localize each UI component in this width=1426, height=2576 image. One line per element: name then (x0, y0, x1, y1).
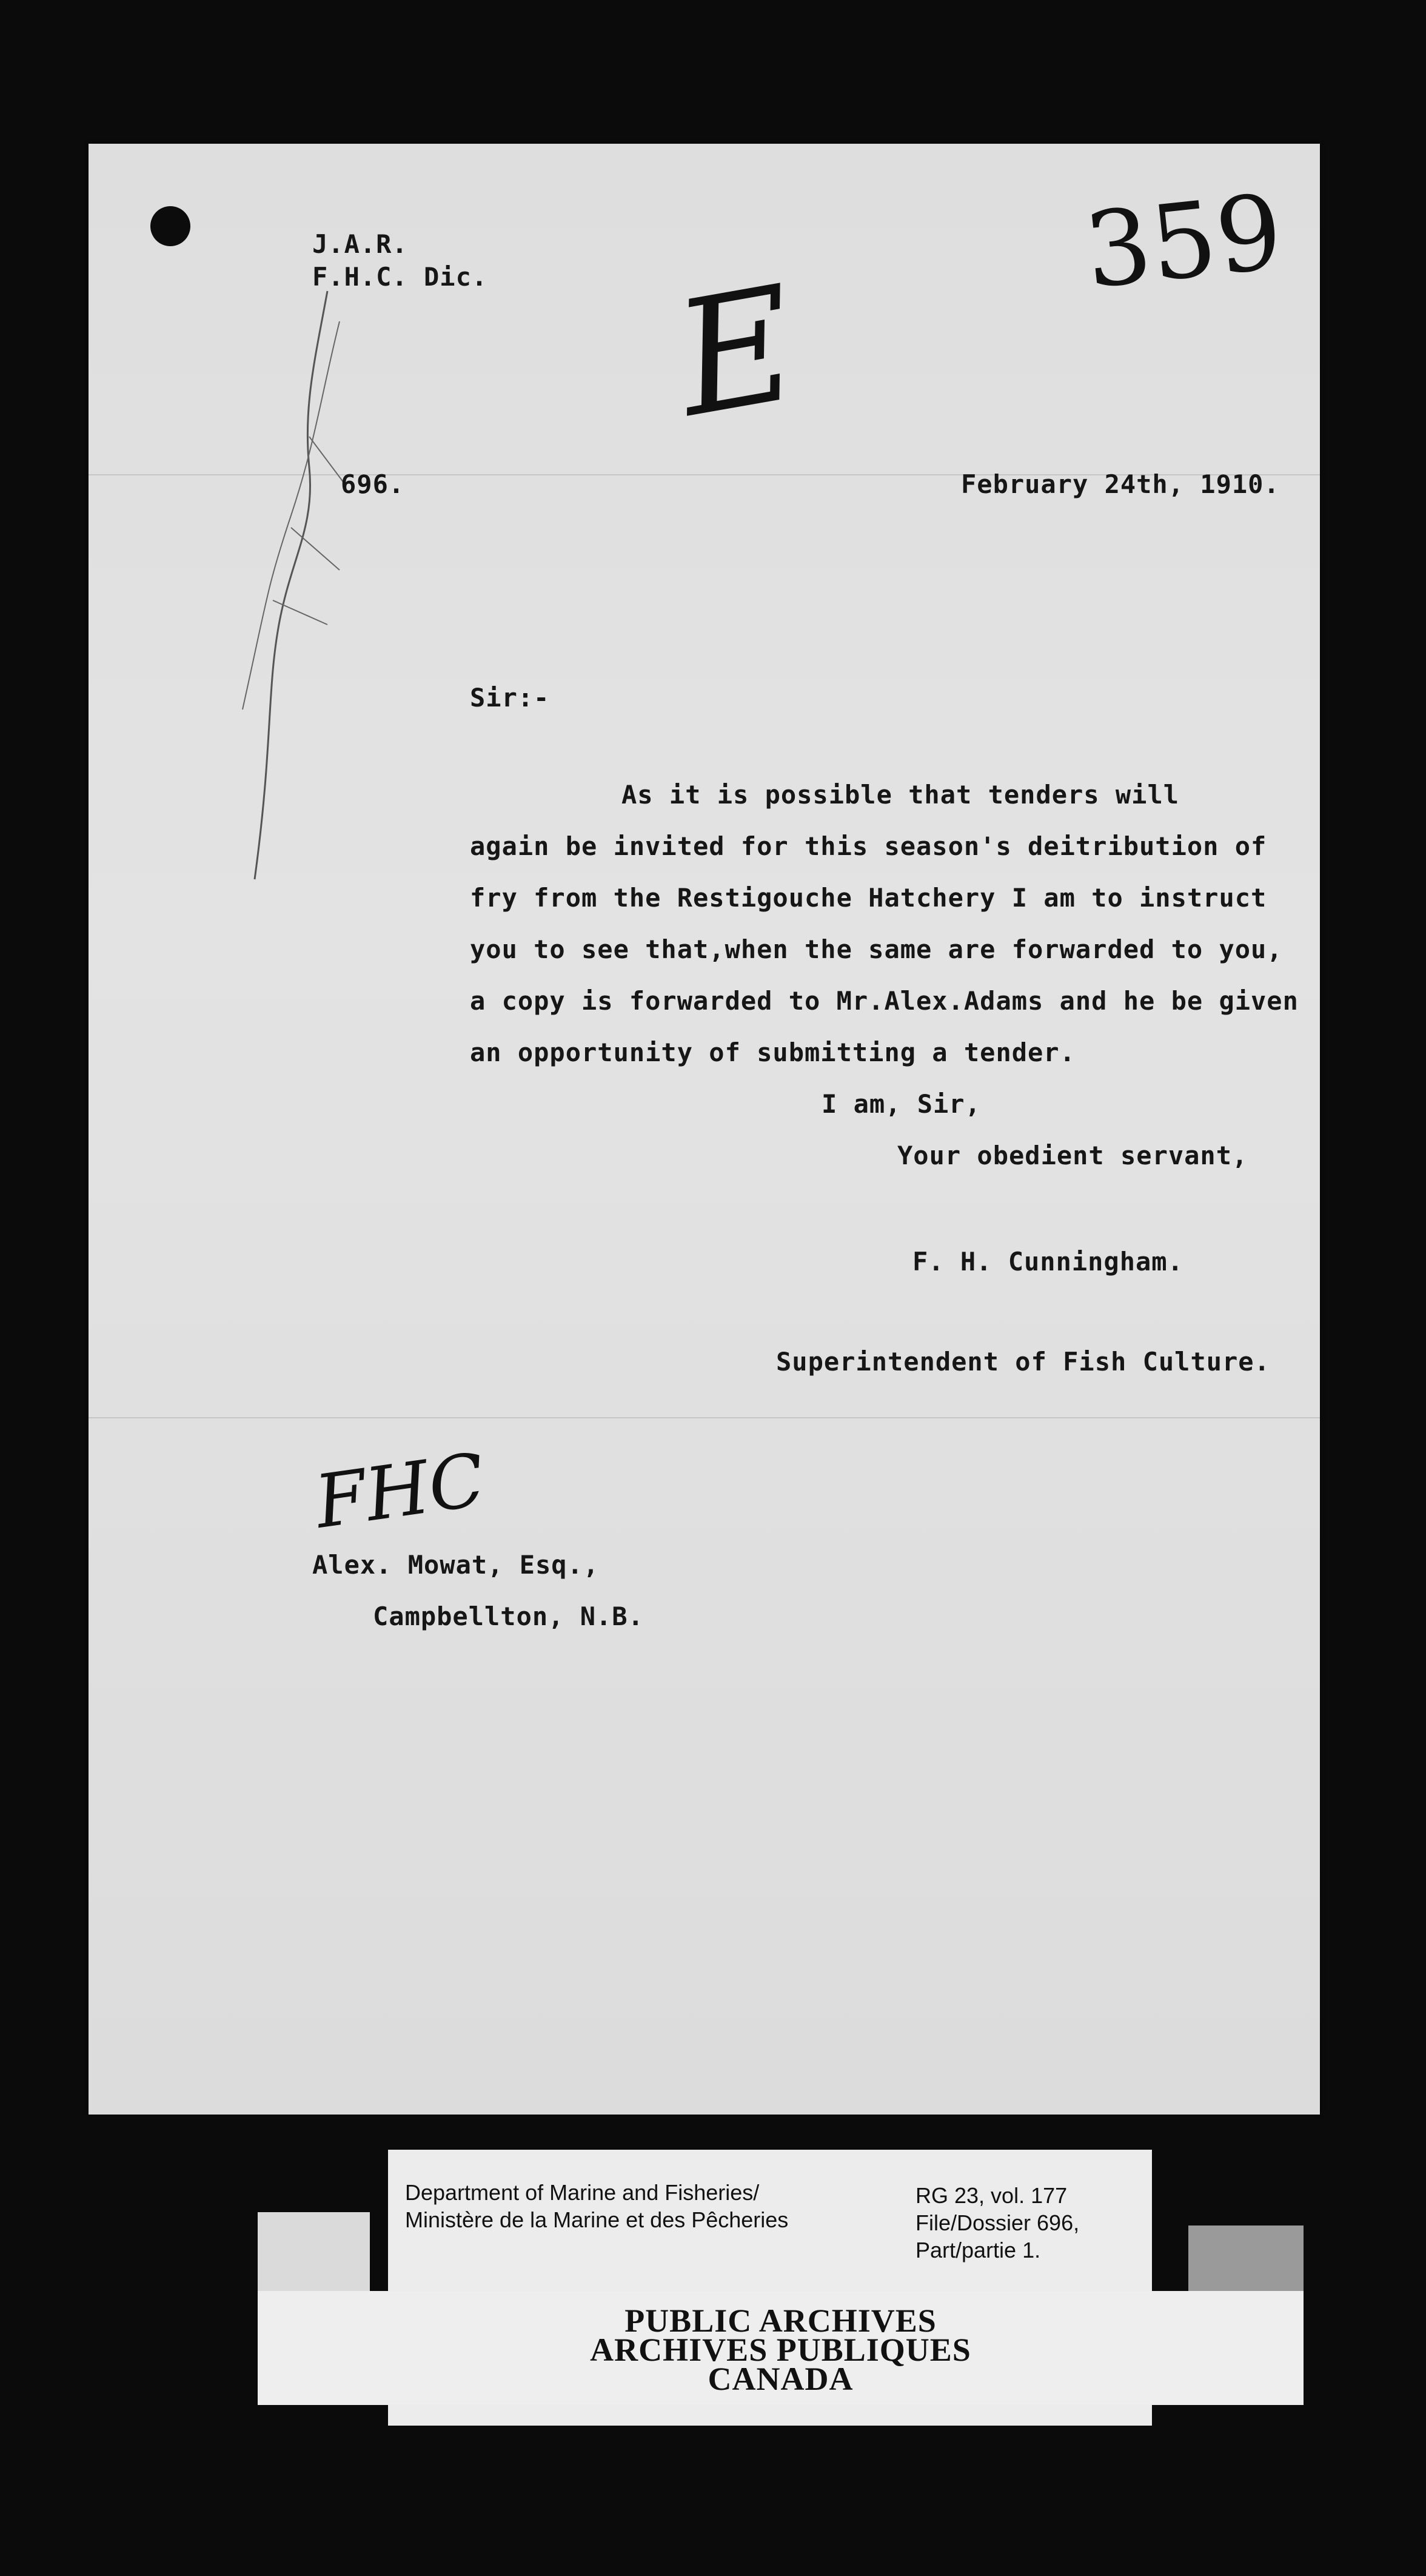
initials-line-1: J.A.R. (312, 229, 408, 259)
archive-ref-3: Part/partie 1. (916, 2238, 1041, 2262)
margin-mark-handwritten: E (664, 252, 809, 453)
signature-name: F. H. Cunningham. (912, 1247, 1183, 1276)
punch-hole (150, 206, 190, 246)
stamp-line-3: CANADA (708, 2361, 854, 2397)
body-line-6: an opportunity of submitting a tender. (470, 1038, 1076, 1067)
fold-line (89, 1417, 1320, 1418)
closing-line-2: Your obedient servant, (897, 1141, 1248, 1170)
dept-en: Department of Marine and Fisheries/ (405, 2180, 760, 2205)
archive-ref-1: RG 23, vol. 177 (916, 2183, 1068, 2208)
page-number-handwritten: 359 (1079, 172, 1288, 312)
body-line-3: fry from the Restigouche Hatchery I am to instruct (470, 883, 1267, 913)
initials-line-2: F.H.C. Dic. (312, 262, 488, 292)
body-line-2: again be invited for this season's deitribution of (470, 831, 1267, 861)
handwritten-initials: FHC (310, 1438, 490, 1545)
body-line-1: As it is possible that tenders will (621, 780, 1180, 810)
archive-ref-2: File/Dossier 696, (916, 2210, 1080, 2235)
salutation: Sir:- (470, 683, 550, 713)
letter-date: February 24th, 1910. (961, 469, 1280, 499)
pencil-scribble (218, 285, 376, 885)
stamp-line-2: ARCHIVES PUBLIQUES (590, 2332, 971, 2368)
archive-stamp (258, 2291, 1304, 2405)
signature-title: Superintendent of Fish Culture. (776, 1347, 1270, 1377)
closing-line-1: I am, Sir, (822, 1089, 981, 1119)
file-number: 696. (341, 469, 405, 499)
stamp-line-1: PUBLIC ARCHIVES (624, 2303, 937, 2339)
dept-fr: Ministère de la Marine et des Pêcheries (405, 2207, 789, 2232)
body-line-4: you to see that,when the same are forwarded to you, (470, 934, 1283, 964)
addressee-line-1: Alex. Mowat, Esq., (312, 1550, 600, 1580)
body-line-5: a copy is forwarded to Mr.Alex.Adams and he be given (470, 986, 1299, 1016)
addressee-line-2: Campbellton, N.B. (373, 1602, 644, 1631)
